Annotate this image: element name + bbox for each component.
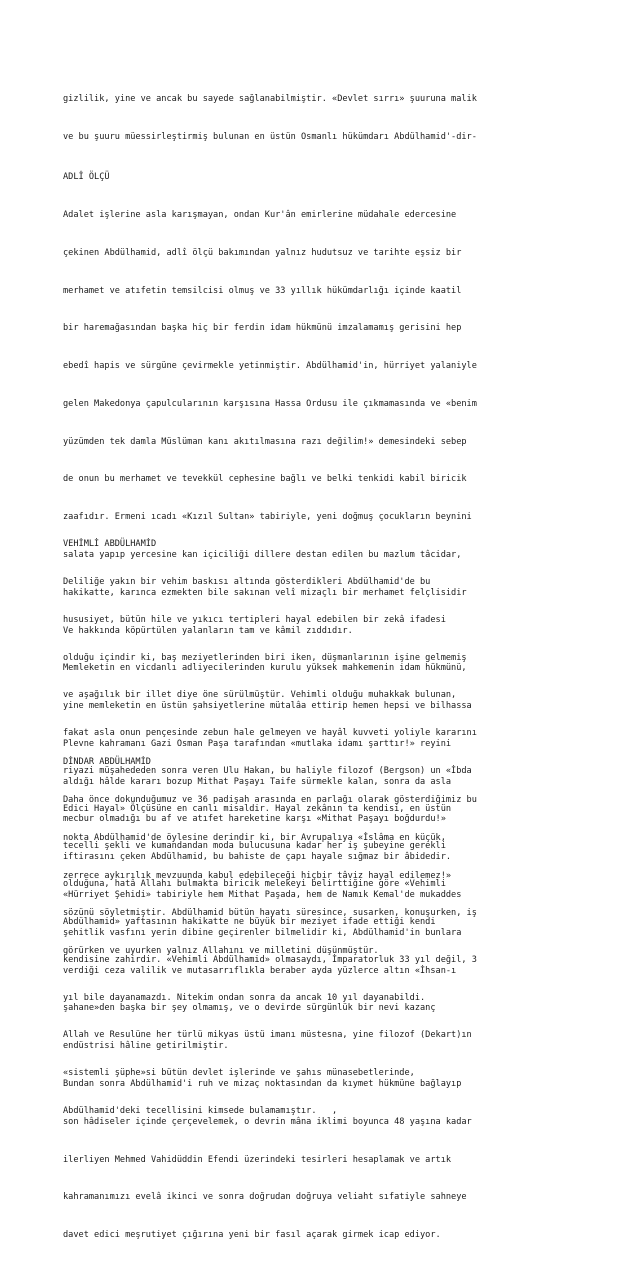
text-line: kendisine zahirdir. «Vehimli Abdülhamid» olmasaydı, İmparatorluk 33 yıl değil, 3 (63, 954, 477, 965)
text-line: ve bu şuuru müessirleştirmiş bulunan en üstün Osmanlı hükümdarı Abdülhamid'-dir- (63, 131, 477, 142)
text-line: Allah ve Resulüne her türlü mikyas üstü imanı müstesna, yine filozof (Dekart)ın (63, 1030, 472, 1041)
text-line: Deliliğe yakın bir vehim baskısı altında gösterdikleri Abdülhamid'de bu (63, 576, 431, 587)
text-line: riyazi müşahededen sonra veren Ulu Hakan, bu haliyle filozof (Bergson) un «İbda (63, 765, 472, 776)
text-line: yüzümden tek damla Müslüman kanı akıtılmasına razı değilim!» demesindeki sebep (63, 436, 467, 447)
text-line: «sistemli şüphe»si bütün devlet işlerinde ve şahıs münasebetlerinde, (63, 1068, 415, 1079)
text-line: kahramanımızı evelâ ikinci ve sonra doğrudan doğruya veliaht sıfatiyle sahneye (63, 1192, 467, 1203)
text-line: gelen Makedonya çapulcularının karşısına Hassa Ordusu ile çıkmamasında ve «benim (63, 398, 477, 409)
text-line: Bundan sonra Abdülhamid'i ruh ve mizaç noktasından da kıymet hükmüne bağlayıp (63, 1078, 462, 1089)
text-line: zaafıdır. Ermeni ıcadı «Kızıl Sultan» tabiriyle, yeni doğmuş çocukların beynini (63, 512, 472, 523)
text-line: Edici Hayal» Ölçüsüne en canlı misaldir. Hayal zekânın ta kendisi, en üstün (63, 803, 452, 814)
text-line: hususiyet, bütün hile ve yıkıcı tertipleri hayal edebilen bir zekâ ifadesi (63, 614, 446, 625)
text-line: son hâdiseler içinde çerçevelemek, o devrin mâna iklimi boyunca 48 yaşına kadar (63, 1116, 472, 1127)
text-line: aldığı hâlde kararı bozup Mithat Paşayı Taife sürmekle kalan, sonra da asla (63, 776, 452, 787)
text-line: olduğuna, hatâ Allahı bulmakta biricik melekeyi belirttiğine göre «Vehimli (63, 879, 446, 890)
text-line: iftirasını çeken Abdülhamid, bu bahiste de çapı hayale sığmaz bir âbidedir. (63, 852, 452, 863)
text-line: görürken ve uyurken yalnız Allahını ve milletini düşünmüştür. (63, 946, 379, 957)
text-line: Abdülhamid» yaftasının hakikatte ne büyük bir meziyet ifade ettiği kendi (63, 917, 436, 927)
text-line: Daha önce dokunduğumuz ve 36 padişah arasında en parlağı olarak gösterdiğimiz bu (63, 794, 477, 805)
text-line: endüstrisi hâline getirilmiştir. (63, 1041, 229, 1052)
text-line: sözünü söyletmiştir. Abdülhamid bütün hayatı süresince, susarken, konuşurken, iş (63, 908, 477, 919)
text-line: gizlilik, yine ve ancak bu sayede sağlanabilmiştir. «Devlet sırrı» şuuruna malik (63, 94, 477, 105)
text-line: fakat asla onun pençesinde zebun hale gelmeyen ve hayâl kuvveti yoliyle kararını (63, 728, 477, 739)
section-heading: DİNDAR ABDÜLHAMİD (63, 757, 151, 768)
text-line: yine memleketin en üstün şahsiyetlerine mütalâa ettirip hemen hepsi ve bilhassa (63, 701, 472, 712)
text-line: tecelli şekli ve kumandandan moda bulucusuna kadar her iş şubeyine gerekli (63, 841, 446, 852)
text-line: nokta Abdülhamid'de öylesine derindir ki, bir Avrupalıya «İslâma en küçük, (63, 832, 446, 843)
text-line: Adalet işlerine asla karışmayan, ondan Kur'ân emirlerine müdahale edercesine (63, 209, 457, 220)
text-line: merhamet ve atıfetin temsilcisi olmuş ve 33 yıllık hükümdarlığı içinde kaatil (63, 285, 462, 296)
text-line: verdiği ceza valilik ve mutasarrıflıkla beraber ayda yüzlerce altın «İhsan-ı (63, 965, 457, 976)
text-line: şehitlik vasfını yerin dibine geçirenler bilmelidir ki, Abdülhamid'in bunlara (63, 927, 462, 938)
text-line: mecbur olmadığı bu af ve atıfet hareketine karşı «Mithat Paşayı boğdurdu!» (63, 814, 446, 825)
text-line: hakikatte, karınca ezmekten bile sakınan velî mizaçlı bir merhamet felçlisidir (63, 587, 467, 598)
text-line: Plevne kahramanı Gazi Osman Paşa tarafından «mutlaka idamı şarttır!» reyini (63, 738, 452, 749)
section-heading: ADLÎ ÖLÇÜ (63, 172, 110, 183)
text-line: çekinen Abdülhamid, adlî ölçü bakımından yalnız hudutsuz ve tarihte eşsiz bir (63, 247, 462, 258)
text-line: yıl bile dayanamazdı. Nitekim ondan sonra da ancak 10 yıl dayanabildi. (63, 992, 426, 1003)
text-line: «Hürriyet Şehidi» tabiriyle hem Mithat Paşada, hem de Namık Kemal'de mukaddes (63, 890, 462, 901)
text-line: şahane»den başka bir şey olmamış, ve o devirde sürgünlük bir nevi kazanç (63, 1003, 436, 1014)
section-dindar-abdulhamid (63, 731, 583, 983)
text-line: Ve hakkında köpürtülen yalanların tam ve kâmil zıddıdır. (63, 625, 353, 636)
text-line: Abdülhamid'deki tecellisini kimsede bulamamıştır. , (63, 1105, 338, 1116)
text-line: olduğu içindir ki, baş meziyetlerinden biri iken, düşmanlarının işine gelmemiş (63, 652, 467, 663)
section-heading: VEHİMLİ ABDÜLHAMİD (63, 539, 157, 550)
text-line: ebedî hapis ve sürgüne çevirmekle yetinmiştir. Abdülhamid'in, hürriyet yalaniyle (63, 361, 477, 372)
text-line: Memleketin en vicdanlı adliyecilerinden kurulu yüksek mahkemenin idam hükmünü, (63, 663, 467, 674)
text-line: zerrece aykırılık mevzuunda kabul edebileceği hiçbir tâviz hayal edilemez!» (63, 870, 452, 881)
text-line: bir haremağasından başka hiç bir ferdin idam hükmünü imzalamamış gerisini hep (63, 323, 462, 334)
text-line: ve aşağılık bir illet diye öne sürülmüştür. Vehimli olduğu muhakkak bulunan, (63, 690, 457, 701)
text-line: ilerliyen Mehmed Vahidüddin Efendi üzerindeki tesirleri hesaplamak ve artık (63, 1154, 452, 1165)
text-line: davet edici meşrutiyet çığırına yeni bir fasıl açarak girmek icap ediyor. (63, 1230, 441, 1241)
text-line: salata yapıp yercesine kan içiciliği dillere destan edilen bu mazlum tâcidar, (63, 550, 462, 560)
text-line: de onun bu merhamet ve tevekkül cephesine bağlı ve belki tenkidi kabil biricik (63, 474, 467, 485)
